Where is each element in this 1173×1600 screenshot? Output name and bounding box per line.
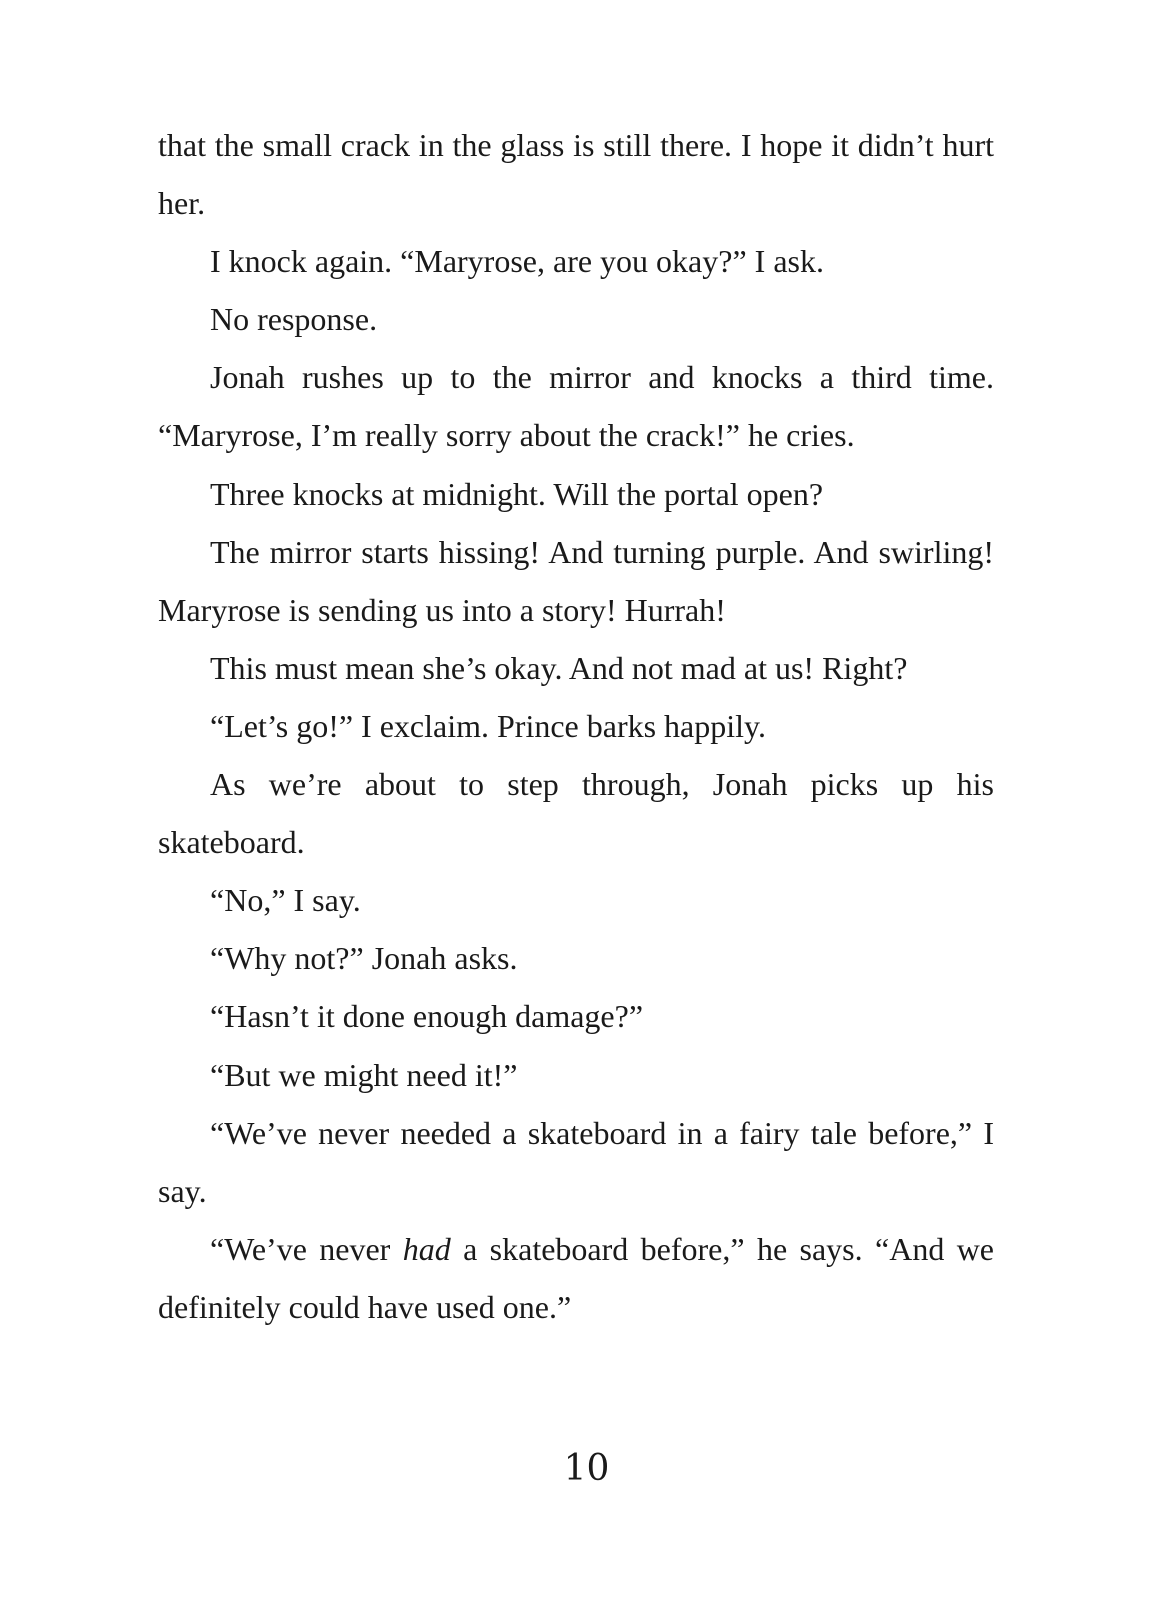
paragraph: that the small crack in the glass is still there. I hope it didn’t hurt her. xyxy=(158,127,994,222)
emphasis: had xyxy=(402,1230,451,1267)
paragraph: Three knocks at midnight. Will the portal open? xyxy=(210,475,824,512)
paragraph: The mirror starts hissing! And turning purple. And swirling! Maryrose is sending us into a story! Hurrah! xyxy=(158,533,994,628)
paragraph: “But we might need it!” xyxy=(210,1056,518,1093)
paragraph: “We’ve never needed a skateboard in a fairy tale before,” I say. xyxy=(158,1114,994,1209)
paragraph: “Why not?” Jonah asks. xyxy=(210,940,518,977)
paragraph: “We’ve never had a skateboard before,” he says. “And we definitely could have used one.” xyxy=(158,1230,995,1325)
paragraph: I knock again. “Maryrose, are you okay?” I ask. xyxy=(210,243,824,280)
page-number: 10 xyxy=(563,1448,610,1489)
paragraph: “No,” I say. xyxy=(210,882,361,919)
paragraph: “Hasn’t it done enough damage?” xyxy=(210,998,644,1035)
paragraph: Jonah rushes up to the mirror and knocks a third time. “Maryrose, I’m really sorry about the crack!” he cries. xyxy=(158,359,994,454)
paragraph: This must mean she’s okay. And not mad at us! Right? xyxy=(210,649,908,686)
body-text xyxy=(158,116,994,1336)
paragraph: As we’re about to step through, Jonah picks up his skateboard. xyxy=(158,766,994,861)
paragraph: No response. xyxy=(210,301,378,338)
paragraph: “Let’s go!” I exclaim. Prince barks happily. xyxy=(210,707,766,744)
